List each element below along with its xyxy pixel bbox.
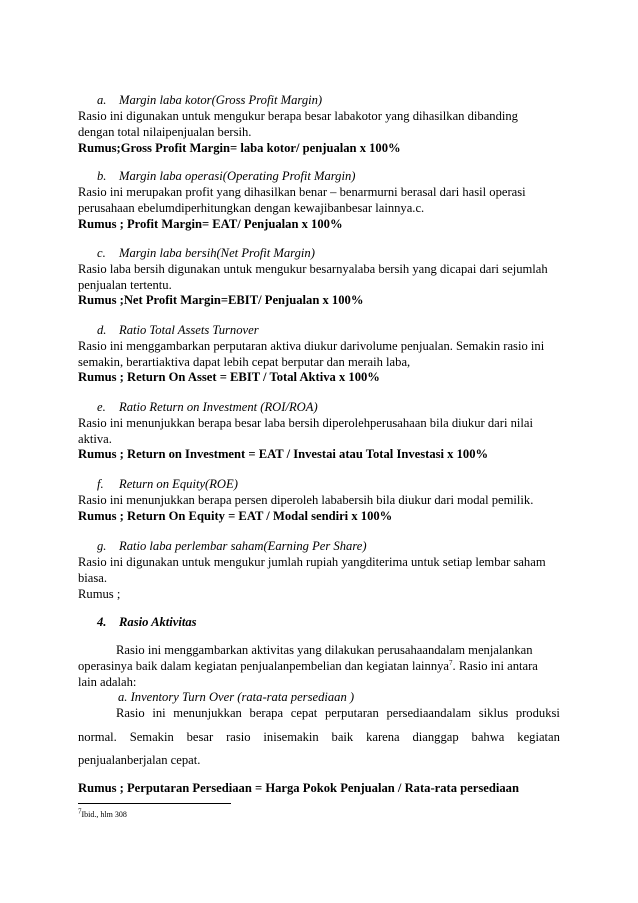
item-c-text-1: Rasio laba bersih digunakan untuk mengukur besarnyalaba bersih yang dicapai dari sejumlah [78,262,548,276]
item-e-title: e. Ratio Return on Investment (ROI/ROA) [97,400,318,414]
item-e-rumus: Rumus ; Return on Investment = EAT / Investai atau Total Investasi x 100% [78,447,489,461]
item-b-text-2: perusahaan ebelumdiperhitungkan dengan kewajibanbesar lainnya.c. [78,201,425,215]
item-d-rumus: Rumus ; Return On Asset = EBIT / Total Aktiva x 100% [78,370,380,384]
item-g-text-1: Rasio ini digunakan untuk mengukur jumlah rupiah yangditerima untuk setiap lembar saham [78,555,546,569]
item-g-text-3: Rumus ; [78,587,121,601]
section-4-sub-line-2: normal. Semakin besar rasio inisemakin baik karena dianggap bahwa kegiatan [78,730,560,744]
item-e-text-1: Rasio ini menunjukkan berapa besar laba bersih diperolehperusahaan bila diukur dari nilai [78,416,533,430]
section-4-para-1: Rasio ini menggambarkan aktivitas yang dilakukan perusahaandalam menjalankan [116,643,533,657]
item-d-text-1: Rasio ini menggambarkan perputaran aktiva diukur darivolume penjualan. Semakin rasio ini [78,339,545,353]
item-a-text-1: Rasio ini digunakan untuk mengukur berapa besar labakotor yang dihasilkan dibanding [78,109,518,123]
section-4-rumus: Rumus ; Perputaran Persediaan = Harga Pokok Penjualan / Rata-rata persediaan [78,781,519,795]
item-f-title: f. Return on Equity(ROE) [97,477,238,491]
footnote-divider [78,803,231,804]
item-g-title: g. Ratio laba perlembar saham(Earning Per Share) [97,539,367,553]
item-a-text-2: dengan total nilaipenjualan bersih. [78,125,252,139]
section-4-para-3: lain adalah: [78,675,137,689]
item-g-text-2: biasa. [78,571,108,585]
footnote-ref[interactable]: 7 [449,658,453,667]
section-4-para-2: operasinya baik dalam kegiatan penjualanpembelian dan kegiatan lainnya$^7$. Rasio ini antara [78,658,538,673]
item-c-text-2: penjualan tertentu. [78,278,172,292]
item-c-rumus: Rumus ;Net Profit Margin=EBIT/ Penjualan x 100% [78,293,364,307]
item-a-title: a. Margin laba kotor(Gross Profit Margin) [97,93,323,107]
item-b-text-1: Rasio ini merupakan profit yang dihasilkan benar – benarmurni berasal dari hasil operasi [78,185,526,199]
item-e-text-2: aktiva. [78,432,112,446]
item-a-rumus: Rumus;Gross Profit Margin= laba kotor/ penjualan x 100% [78,141,401,155]
item-f-rumus: Rumus ; Return On Equity = EAT / Modal sendiri x 100% [78,509,393,523]
item-d-text-2: semakin, berartiaktiva dapat lebih cepat berputar dan meraih laba, [78,355,411,369]
item-b-rumus: Rumus ; Profit Margin= EAT/ Penjualan x 100% [78,217,343,231]
section-4-sub-line-1: Rasio ini menunjukkan berapa cepat perputaran persediaandalam siklus produksi [116,706,560,720]
section-4-sub-title: a. Inventory Turn Over (rata-rata persediaan ) [118,690,355,704]
section-4-sub-line-3: penjualanberjalan cepat. [78,753,201,767]
item-b-title: b. Margin laba operasi(Operating Profit Margin) [97,169,356,183]
item-f-text-1: Rasio ini menunjukkan berapa persen diperoleh lababersih bila diukur dari modal pemilik. [78,493,534,507]
section-4-heading: 4. Rasio Aktivitas [97,615,197,629]
item-d-title: d. Ratio Total Assets Turnover [97,323,259,337]
item-c-title: c. Margin laba bersih(Net Profit Margin) [97,246,315,260]
footnote: $^7$Ibid., hlm 308 [78,807,127,819]
